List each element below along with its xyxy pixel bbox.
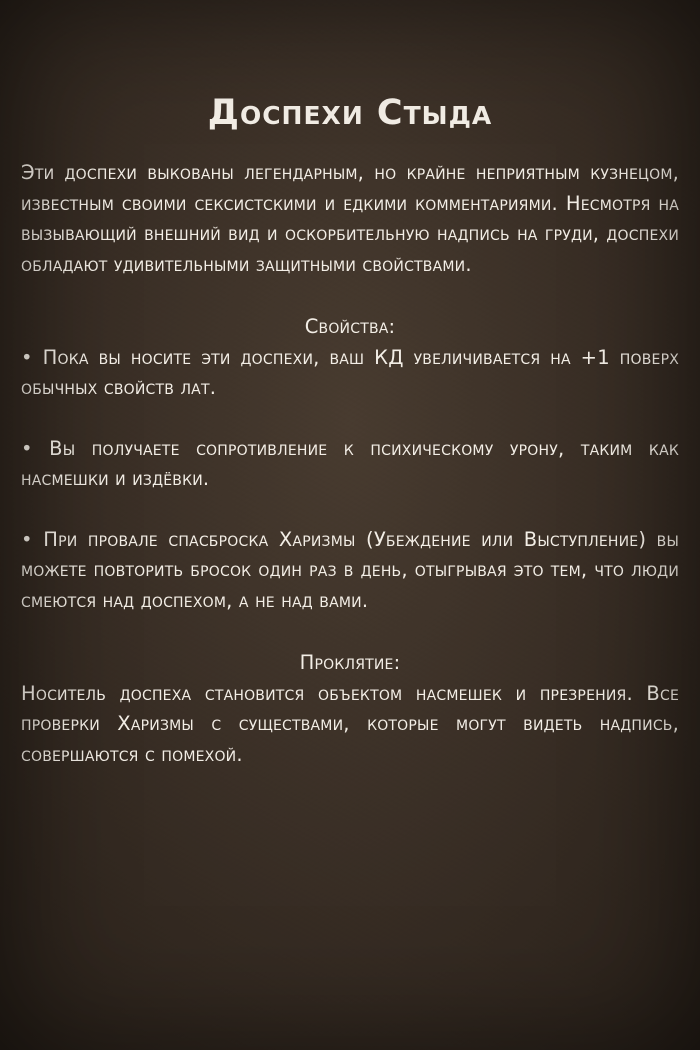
intro-paragraph: Эти доспехи выкованы легендарным, но крайне неприятным кузнецом, известным своими сексистскими и едкими комментариями. Несмотря на вызывающий внешний вид и оскорбительную надпись на груди, доспехи обладают удивительными защитными свойствами. — [21, 161, 679, 276]
property-item-ac: • Пока вы носите эти доспехи, ваш КД увеличивается на +1 поверх обычных свойств лат. — [21, 345, 679, 399]
curse-heading: Проклятие: — [299, 651, 401, 674]
card-title: Доспехи Стыда — [207, 93, 493, 133]
curse-paragraph: Носитель доспеха становится объектом насмешек и презрения. Все проверки Харизмы с существами, которые могут видеть надпись, совершаются с помехой. — [21, 681, 679, 766]
properties-heading: Свойства: — [304, 315, 396, 338]
property-item-charisma-reroll: • При провале спасброска Харизмы (Убеждение или Выступление) вы можете повторить бросок один раз в день, отыгрывая это тем, что люди смеются над доспехом, а не над вами. — [21, 527, 679, 612]
property-item-resistance: • Вы получаете сопротивление к психическому урону, таким как насмешки и издёвки. — [21, 436, 679, 490]
